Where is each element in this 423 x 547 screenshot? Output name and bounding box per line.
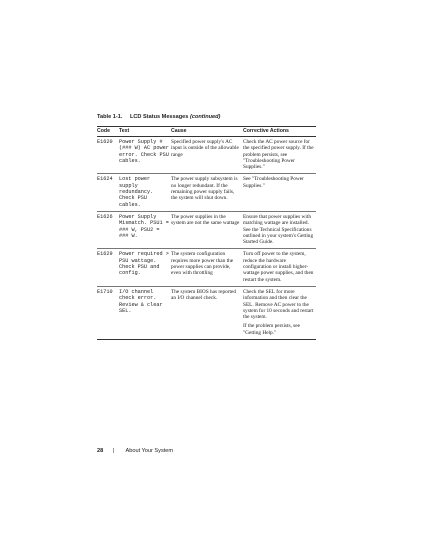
section-title: About Your System — [125, 448, 174, 454]
cause-cell: The power supply subsystem is no longer redundant. If the remaining power supply fails, the system will shut down. — [171, 174, 243, 211]
table-row — [97, 286, 316, 339]
table-row — [97, 137, 316, 174]
text-cell: Lost power supply redundancy. Check PSU cables. — [119, 174, 171, 211]
actions-cell — [243, 174, 316, 211]
cause-cell: The system BIOS has reported an I/O channel check. — [171, 286, 243, 339]
code-cell: E1624 — [97, 174, 119, 211]
cause-cell: Specified power supply's AC input is outside of the allowable range — [171, 137, 243, 174]
header-actions: Corrective Actions — [243, 127, 316, 137]
text-cell: Power Supply Mismatch. PSU1 = ### W, PSU2 = ### W. — [119, 211, 171, 248]
text-cell: I/O channel check error. Review & clear SEL. — [119, 286, 171, 339]
action-paragraph: Ensure that power supplies with matching wattage are installed. See the Technical Specifications outlined in your system's Getting Started Guide. — [243, 213, 314, 246]
action-paragraph: Check the AC power source for the specified power supply. If the problem persists, see "Troubleshooting Power Supplies." — [243, 139, 314, 171]
actions-cell — [243, 211, 316, 248]
header-text: Text — [119, 127, 171, 137]
header-cause: Cause — [171, 127, 243, 137]
table-row — [97, 249, 316, 286]
action-paragraph: Check the SEL for more information and then clear the SEL. Remove AC power to the system for 10 seconds and restart the system. — [243, 288, 314, 321]
cause-cell: The power supplies in the system are not the same wattage — [171, 211, 243, 248]
table-title: LCD Status Messages — [129, 114, 189, 120]
page-number: 28 — [97, 448, 104, 454]
footer-separator: | — [112, 448, 115, 454]
table-continued-label: (continued) — [189, 114, 221, 120]
table-number: Table 1-1. — [97, 114, 123, 120]
header-code: Code — [97, 127, 119, 137]
action-paragraph: Turn off power to the system, reduce the hardware configuration or install higher-wattage power supplies, and then restart the system. — [243, 251, 314, 283]
text-cell: Power Supply # (### W) AC power error. Check PSU cables. — [119, 137, 171, 174]
actions-cell — [243, 137, 316, 174]
page-footer — [97, 448, 173, 454]
table-row — [97, 174, 316, 211]
action-paragraph: See "Troubleshooting Power Supplies." — [243, 176, 304, 189]
code-cell: E1626 — [97, 211, 119, 248]
code-cell: E1620 — [97, 137, 119, 174]
cause-cell: The system configuration requires more power than the power supplies can provide, even with throttling — [171, 249, 243, 286]
table-caption — [97, 114, 220, 120]
text-cell: Power required > PSU wattage. Check PSU and config. — [119, 249, 171, 286]
table-header-row — [97, 127, 316, 137]
table-row — [97, 211, 316, 248]
lcd-status-table — [97, 126, 316, 340]
action-paragraph: If the problem persists, see "Getting Help." — [243, 323, 300, 336]
actions-cell — [243, 249, 316, 286]
code-cell: E1710 — [97, 286, 119, 339]
actions-cell — [243, 286, 316, 339]
code-cell: E1629 — [97, 249, 119, 286]
